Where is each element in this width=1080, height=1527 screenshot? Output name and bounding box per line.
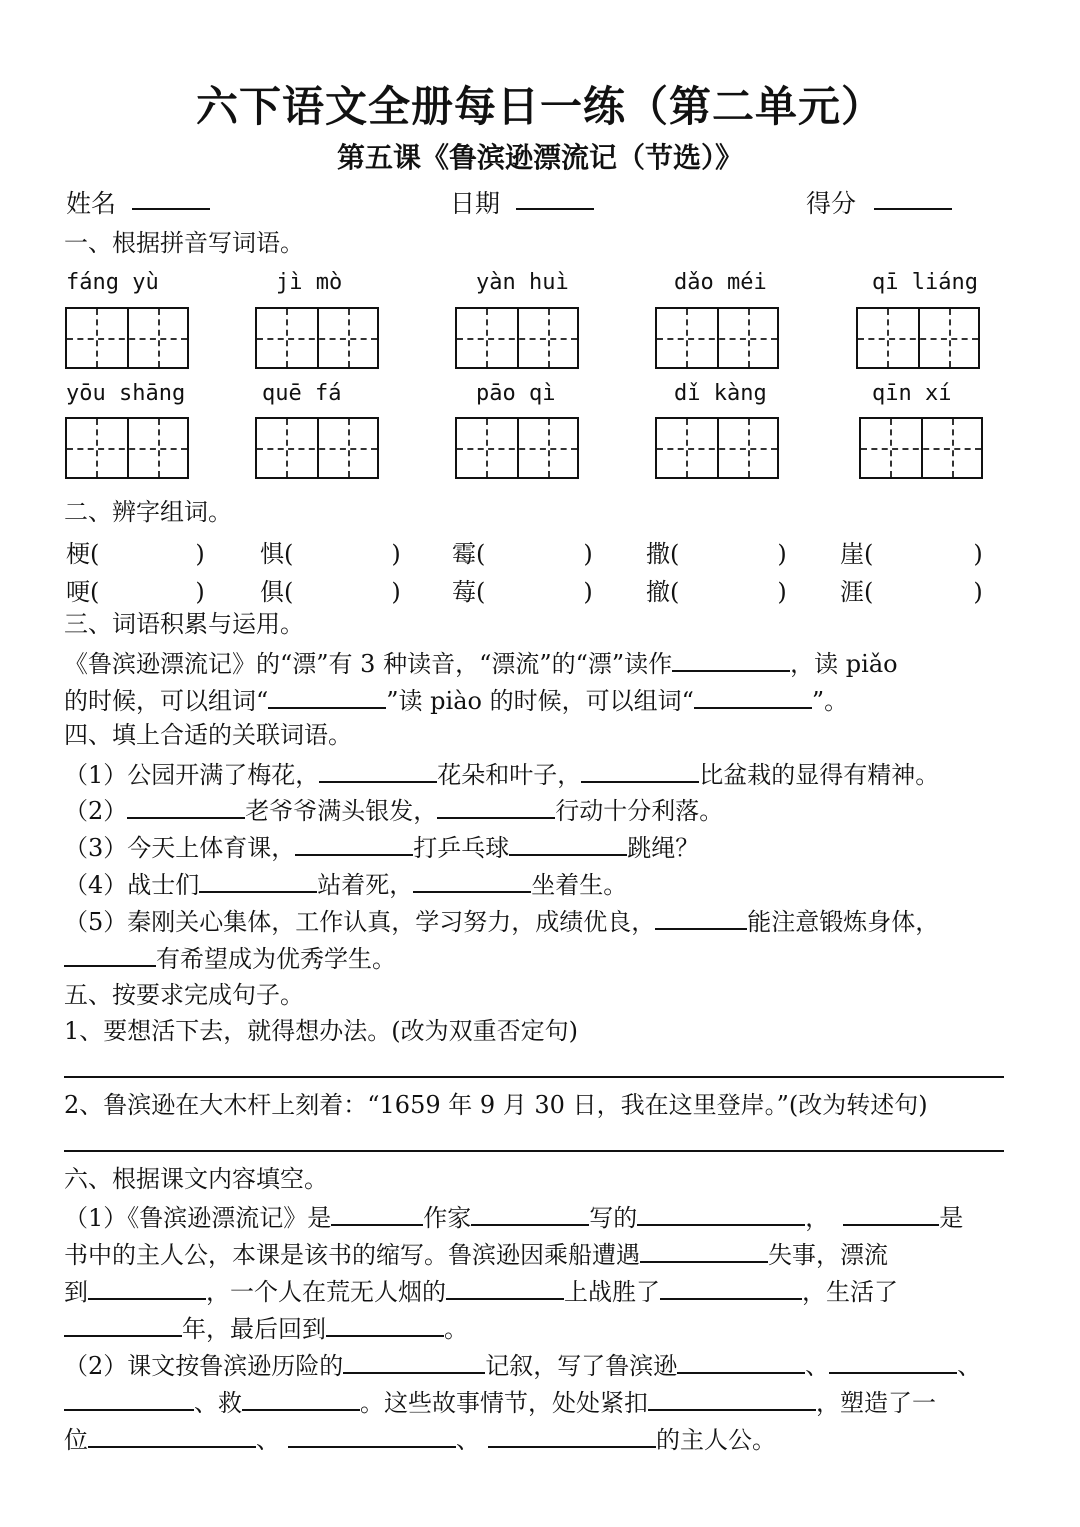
name-blank[interactable] — [132, 208, 210, 210]
score-blank[interactable] — [874, 208, 952, 210]
pinyin: jì mò — [276, 270, 343, 295]
text: 坐着生。 — [531, 871, 628, 899]
writing-grid-box[interactable] — [65, 417, 189, 479]
text: 书中的主人公，本课是该书的缩写。鲁滨逊因乘船遭遇 — [64, 1241, 640, 1269]
writing-grid-box[interactable] — [255, 307, 379, 369]
text: 作家 — [423, 1204, 472, 1232]
fill-blank[interactable] — [640, 1237, 768, 1263]
text: （5）秦刚关心集体，工作认真，学习努力，成绩优良， — [64, 908, 656, 936]
section1-heading: 一、根据拼音写词语。 — [64, 229, 304, 257]
answer-line[interactable] — [64, 1076, 1004, 1078]
fill-blank[interactable] — [829, 1348, 957, 1374]
fill-blank[interactable] — [672, 646, 790, 672]
pinyin: dǎo méi — [674, 270, 767, 295]
question-text: 2、鲁滨逊在大木杆上刻着：“1659 年 9 月 30 日，我在这里登岸。”(改为转述句) — [64, 1091, 928, 1119]
writing-grid-box[interactable] — [859, 417, 983, 479]
fill-blank[interactable] — [655, 904, 747, 930]
name-label: 姓名 — [66, 189, 117, 218]
writing-grid-box[interactable] — [65, 307, 189, 369]
text: ”读 piào 的时候，可以组词“ — [386, 687, 694, 715]
fill-blank[interactable] — [64, 1385, 194, 1411]
section2-heading: 二、辨字组词。 — [64, 498, 232, 526]
fill-blank[interactable] — [295, 830, 413, 856]
text: ，塑造了一 — [816, 1389, 936, 1417]
page-subtitle: 第五课《鲁滨逊漂流记（节选）》 — [336, 141, 743, 174]
fill-blank[interactable] — [127, 793, 245, 819]
fill-blank[interactable] — [843, 1200, 939, 1226]
pinyin: qīn xí — [872, 381, 952, 406]
text: （1）《鲁滨逊漂流记》是 — [64, 1204, 332, 1232]
text: （2）课文按鲁滨逊历险的 — [64, 1352, 344, 1380]
fill-blank[interactable] — [581, 757, 699, 783]
pinyin: yàn huì — [476, 270, 569, 295]
text: 上战胜了 — [564, 1278, 660, 1306]
fill-blank[interactable] — [677, 1348, 805, 1374]
text: 写的 — [589, 1204, 638, 1232]
pinyin: quē fá — [262, 381, 342, 406]
fill-blank[interactable] — [637, 1200, 805, 1226]
fill-blank[interactable] — [64, 1311, 182, 1337]
text: 、 — [256, 1426, 280, 1454]
section3-heading: 三、词语积累与运用。 — [64, 610, 304, 638]
fill-blank[interactable] — [268, 683, 386, 709]
text: 花朵和叶子， — [437, 761, 582, 789]
text: 是 — [939, 1204, 964, 1232]
fill-blank[interactable] — [660, 1274, 802, 1300]
char: 霉 — [452, 540, 476, 568]
text: 比盆栽的显得有精神。 — [699, 761, 940, 789]
char: 崖 — [840, 540, 864, 568]
writing-grid-box[interactable] — [255, 417, 379, 479]
fill-blank[interactable] — [331, 1200, 423, 1226]
fill-blank[interactable] — [471, 1200, 589, 1226]
section5-heading: 五、按要求完成句子。 — [64, 981, 304, 1009]
writing-grid-box[interactable] — [655, 307, 779, 369]
fill-blank[interactable] — [64, 941, 156, 967]
char: 梗 — [66, 540, 90, 568]
writing-grid-box[interactable] — [455, 417, 579, 479]
text: 行动十分利落。 — [555, 797, 724, 825]
text: 。 — [444, 1315, 468, 1343]
writing-grid-box[interactable] — [655, 417, 779, 479]
fill-blank[interactable] — [413, 867, 531, 893]
text: （1）公园开满了梅花， — [64, 761, 320, 789]
question-text: 1、要想活下去，就得想办法。(改为双重否定句) — [64, 1017, 578, 1045]
fill-blank[interactable] — [199, 867, 317, 893]
fill-blank[interactable] — [509, 830, 627, 856]
text: （4）战士们 — [64, 871, 200, 899]
pinyin: yōu shāng — [66, 381, 186, 406]
char: 涯 — [840, 578, 864, 606]
text: 失事，漂流 — [768, 1241, 888, 1269]
text: 老爷爷满头银发， — [245, 797, 438, 825]
text: （2） — [64, 797, 128, 825]
date-label: 日期 — [450, 189, 501, 218]
fill-blank[interactable] — [694, 683, 812, 709]
text: （3）今天上体育课， — [64, 834, 296, 862]
pinyin: qī liáng — [872, 270, 978, 295]
fill-blank[interactable] — [88, 1274, 206, 1300]
text: 位 — [64, 1426, 88, 1454]
text: 年，最后回到 — [182, 1315, 326, 1343]
fill-blank[interactable] — [648, 1385, 816, 1411]
text: 站着死， — [317, 871, 414, 899]
text: ”。 — [811, 687, 849, 715]
text: 、救 — [194, 1389, 242, 1417]
pinyin: fáng yù — [66, 270, 159, 295]
writing-grid-box[interactable] — [455, 307, 579, 369]
text: 、 — [957, 1352, 982, 1380]
text: ，一个人在荒无人烟的 — [206, 1278, 446, 1306]
fill-blank[interactable] — [446, 1274, 564, 1300]
text: 。这些故事情节，处处紧扣 — [360, 1389, 648, 1417]
text: 跳绳？ — [627, 834, 700, 862]
fill-blank[interactable] — [319, 757, 437, 783]
text: 、 — [805, 1352, 830, 1380]
fill-blank[interactable] — [343, 1348, 485, 1374]
pinyin: dǐ kàng — [674, 381, 767, 406]
char: 俱 — [260, 578, 284, 606]
fill-blank[interactable] — [88, 1422, 256, 1448]
fill-blank[interactable] — [437, 793, 555, 819]
fill-blank[interactable] — [326, 1311, 444, 1337]
answer-line[interactable] — [64, 1150, 1004, 1152]
fill-blank[interactable] — [488, 1422, 656, 1448]
pinyin: pāo qì — [476, 381, 556, 406]
text: 、 — [456, 1426, 480, 1454]
fill-blank[interactable] — [288, 1422, 456, 1448]
text: ，生活了 — [802, 1278, 898, 1306]
page-title: 六下语文全册每日一练（第二单元） — [195, 82, 884, 131]
fill-blank[interactable] — [242, 1385, 360, 1411]
text: 《鲁滨逊漂流记》的“漂”有 3 种读音，“漂流”的“漂”读作 — [64, 650, 673, 678]
writing-grid-box[interactable] — [856, 307, 980, 369]
text: 能注意锻炼身体， — [747, 908, 940, 936]
text: 的主人公。 — [656, 1426, 776, 1454]
text: 的时候，可以组词“ — [64, 687, 269, 715]
text: 记叙，写了鲁滨逊 — [485, 1352, 678, 1380]
char: 撒 — [646, 540, 670, 568]
char: 撤 — [646, 578, 670, 606]
text: ，读 piǎo — [790, 650, 898, 678]
section4-heading: 四、填上合适的关联词语。 — [64, 721, 352, 749]
score-label: 得分 — [806, 189, 857, 218]
section6-heading: 六、根据课文内容填空。 — [64, 1165, 328, 1193]
text: ， — [805, 1204, 830, 1232]
char: 哽 — [66, 578, 90, 606]
char: 惧 — [260, 540, 284, 568]
char: 莓 — [452, 578, 476, 606]
text: 有希望成为优秀学生。 — [156, 945, 396, 973]
date-blank[interactable] — [516, 208, 594, 210]
text: 打乒乓球 — [413, 834, 510, 862]
text: 到 — [64, 1278, 88, 1306]
